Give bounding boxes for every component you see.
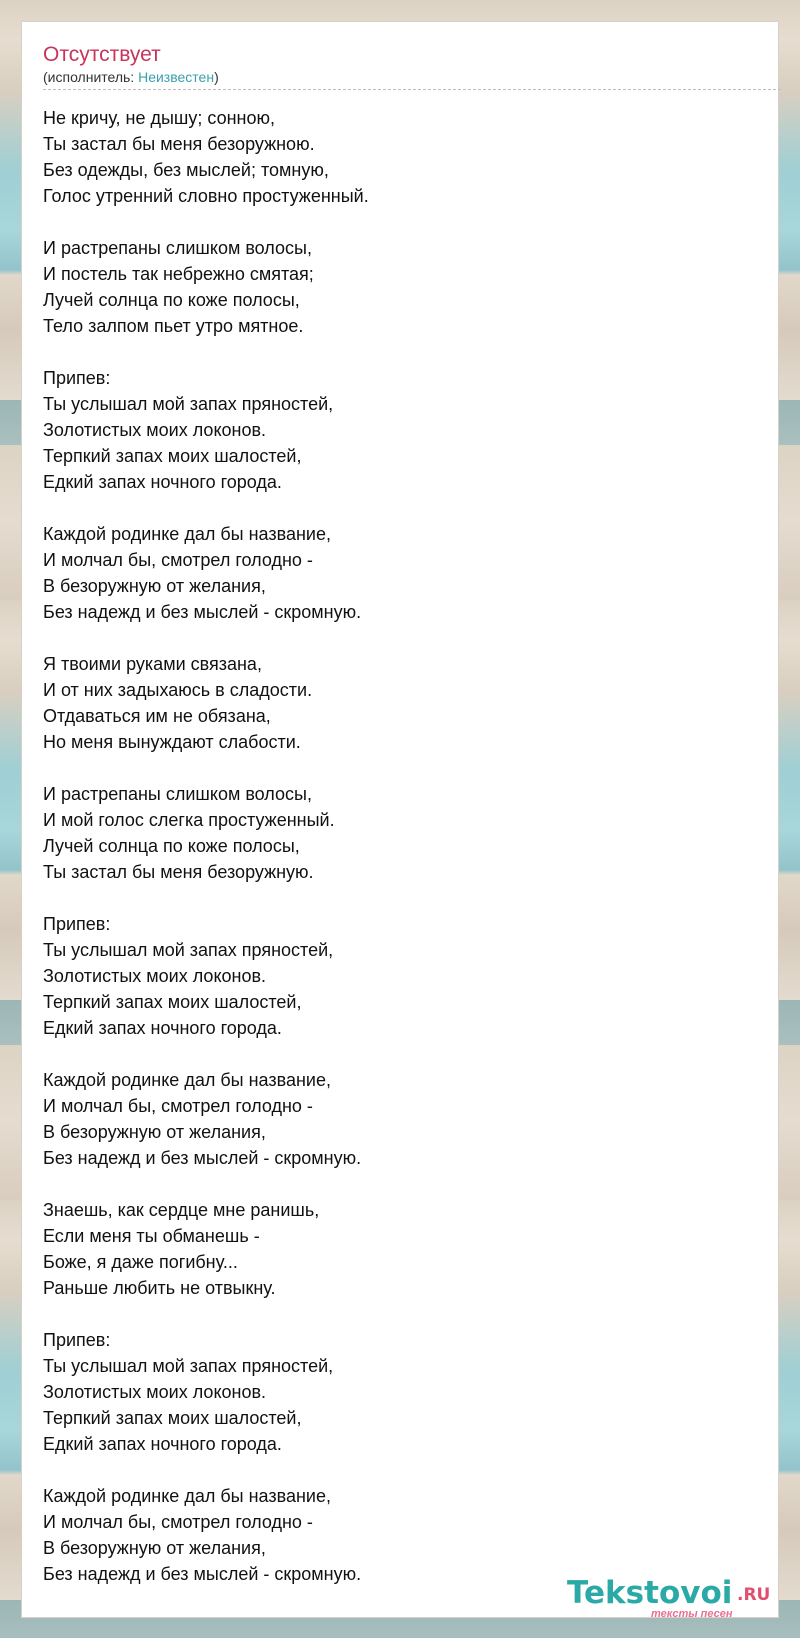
lyrics-text: Не кричу, не дышу; сонною, Ты застал бы меня безоружною. Без одежды, без мыслей; томную, Голос утренний словно простуженный. И растрепаны слишком волосы, И постель так небрежно смятая; Лучей солнца по коже полосы, Тело залпом пьет утро мятное. Припев: Ты услышал мой запах пряностей, Золотистых моих локонов. Терпкий запах моих шалостей, Едкий запах ночного города. Каждой родинке дал бы название, И молчал бы, смотрел голодно - В безоружную от желания, Без надежд и без мыслей - скромную. Я твоими руками связана, И от них задыхаюсь в сладости. Отдаваться им не обязана, Но меня вынуждают слабости. И растрепаны слишком волосы, И мой голос слегка простуженный. Лучей солнца по коже полосы, Ты застал бы меня безоружную. Припев: Ты услышал мой запах пряностей, Золотистых моих локонов. Терпкий запах моих шалостей, Едкий запах ночного города. Каждой родинке дал бы название, И молчал бы, смотрел голодно - В безоружную от желания, Без надежд и без мыслей - скромную. Знаешь, как сердце мне ранишь, Если меня ты обманешь - Боже, я даже погибну... Раньше любить не отвыкну. Припев: Ты услышал мой запах пряностей, Золотистых моих локонов. Терпкий запах моих шалостей, Едкий запах ночного города. Каждой родинке дал бы название, И молчал бы, смотрел голодно - В безоружную от желания, Без надежд и без мыслей - скромную.: [43, 108, 369, 1584]
logo-tagline: тексты песен: [651, 1608, 733, 1620]
artist-suffix: ): [214, 69, 219, 85]
lyrics-card: [21, 21, 779, 1618]
song-header: [43, 42, 781, 90]
artist-line: [43, 68, 781, 86]
song-title: Отсутствует: [43, 43, 161, 66]
artist-link[interactable]: Неизвестен: [138, 69, 215, 85]
logo-tld: .RU: [737, 1585, 771, 1605]
site-logo[interactable]: [567, 1575, 787, 1625]
logo-name: Tekstovoi: [567, 1575, 733, 1611]
artist-prefix: (исполнитель:: [43, 69, 139, 85]
